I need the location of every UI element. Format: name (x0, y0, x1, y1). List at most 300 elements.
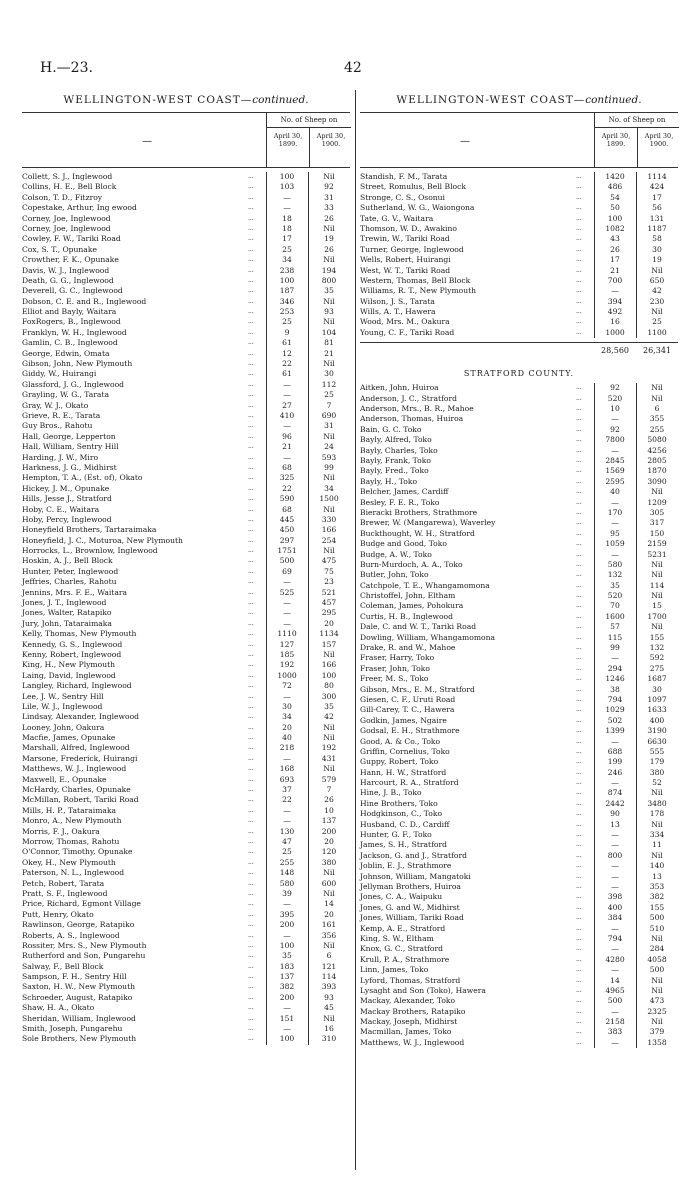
row-name: Bayly, Charles, Toko (360, 445, 438, 455)
leader-dots: ... (576, 1028, 582, 1036)
leader-dots: ... (576, 394, 582, 402)
table-row (360, 757, 678, 767)
value-1900: 52 (652, 778, 662, 788)
table-row (360, 307, 678, 317)
leader-dots: ... (248, 567, 254, 575)
leader-dots: ... (248, 349, 254, 357)
table-row (22, 442, 350, 452)
row-name: Griffin, Cornelius, Toko (360, 746, 450, 756)
leader-dots: ... (248, 775, 254, 783)
value-1900: 1100 (647, 327, 667, 337)
table-row (22, 234, 350, 244)
leader-dots: ... (248, 183, 254, 191)
value-1900: 475 (321, 556, 337, 566)
row-name: Cowley, F. W., Tariki Road (22, 234, 121, 244)
leader-dots: ... (576, 436, 582, 444)
leader-dots: ... (248, 578, 254, 586)
row-name: Anderson, J. C., Stratford (360, 393, 457, 403)
table-row (360, 172, 678, 182)
leader-dots: ... (576, 214, 582, 222)
table-row (22, 182, 350, 192)
row-name: Hodgkinson, C., Toko (360, 809, 443, 819)
row-name: Harding, J. W., Miro (22, 452, 99, 462)
value-1899: 20 (282, 722, 292, 732)
value-1899: 294 (607, 663, 623, 673)
leader-dots: ... (576, 477, 582, 485)
value-1899: — (283, 577, 291, 587)
row-name: Collins, H. E., Bell Block (22, 182, 117, 192)
value-1899: 30 (282, 701, 292, 711)
row-name: Wood, Mrs. M., Oakura (360, 317, 450, 327)
table-row (360, 383, 678, 393)
value-1899: 25 (282, 244, 292, 254)
value-1899: 218 (279, 743, 295, 753)
value-1900: 1358 (647, 1037, 667, 1047)
value-1899: 34 (282, 255, 292, 265)
column-rule (308, 172, 309, 1045)
table-row (360, 1038, 678, 1048)
value-1899: 148 (279, 868, 295, 878)
table-row (22, 847, 350, 857)
leader-dots: ... (248, 224, 254, 232)
value-1899: — (283, 930, 291, 940)
table-row (360, 425, 678, 435)
leader-dots: ... (248, 869, 254, 877)
leader-dots: ... (576, 1018, 582, 1026)
row-name: Dowling, William, Whangamomona (360, 632, 496, 642)
table-row (360, 539, 678, 549)
value-1899: 1399 (605, 726, 625, 736)
table-row (360, 255, 678, 265)
table-row (360, 768, 678, 778)
leader-dots: ... (576, 193, 582, 201)
row-name: Hoskin, A. J., Bell Block (22, 556, 113, 566)
table-row (22, 858, 350, 868)
table-row (22, 577, 350, 587)
row-name: Godsal, E. H., Strathmore (360, 726, 460, 736)
row-name: Jeffries, Charles, Rahotu (22, 577, 117, 587)
leader-dots: ... (576, 893, 582, 901)
value-1900: 150 (649, 528, 665, 538)
row-name: Kelly, Thomas, New Plymouth (22, 629, 137, 639)
section-title-continued: continued. (252, 94, 309, 106)
value-1899: 103 (279, 182, 295, 192)
table-row (360, 778, 678, 788)
leader-dots: ... (576, 308, 582, 316)
table-row (22, 307, 350, 317)
value-1899: 25 (282, 847, 292, 857)
value-1900: 178 (649, 809, 665, 819)
value-1899: — (611, 549, 619, 559)
table-row (22, 650, 350, 660)
leader-dots: ... (576, 664, 582, 672)
table-row (22, 390, 350, 400)
value-1900: 80 (324, 681, 334, 691)
value-1899: — (283, 805, 291, 815)
leader-dots: ... (576, 467, 582, 475)
leader-dots: ... (248, 318, 254, 326)
value-1899: 255 (279, 857, 295, 867)
row-name: Anderson, Thomas, Huiroa (360, 414, 464, 424)
row-name: Curtis, H. B., Inglewood (360, 611, 453, 621)
table-row (22, 224, 350, 234)
leader-dots: ... (248, 411, 254, 419)
county-heading: STRATFORD COUNTY. (463, 369, 575, 379)
table-row (22, 484, 350, 494)
value-1900: 81 (324, 338, 334, 348)
leader-dots: ... (576, 955, 582, 963)
value-1899: 253 (279, 307, 295, 317)
value-1900: 15 (652, 601, 662, 611)
table-row (360, 560, 678, 570)
leader-dots: ... (576, 540, 582, 548)
value-1900: 7 (326, 400, 332, 410)
row-name: Hoby, C. E., Waitara (22, 504, 100, 514)
row-name: Saxton, H. W., New Plymouth (22, 982, 136, 992)
value-1899: 800 (607, 850, 623, 860)
row-name: Paterson, N. L., Inglewood (22, 868, 125, 878)
value-1900: 1134 (319, 629, 339, 639)
value-1900: 1700 (647, 611, 667, 621)
column-rule (594, 172, 595, 338)
value-1899: 4280 (605, 954, 625, 964)
value-1900: Nil (651, 622, 663, 632)
leader-dots: ... (576, 498, 582, 506)
table-header (22, 112, 350, 168)
row-name: Marsone, Frederick, Huirangi (22, 753, 138, 763)
value-1899: — (611, 1037, 619, 1047)
row-name: Aitken, John, Huiroa (360, 383, 439, 393)
value-1899: 22 (282, 483, 292, 493)
table-row (22, 411, 350, 421)
value-1900: 26 (324, 795, 334, 805)
value-1900: Nil (651, 788, 663, 798)
leader-dots: ... (248, 661, 254, 669)
value-1899: 68 (282, 462, 292, 472)
table-row (360, 446, 678, 456)
row-name: Street, Romulus, Bell Block (360, 182, 466, 192)
table-row (22, 1003, 350, 1013)
section-title (22, 92, 350, 108)
value-1900: 30 (652, 684, 662, 694)
table-row (22, 494, 350, 504)
table-row (22, 962, 350, 972)
value-1899: 9 (284, 327, 290, 337)
leader-dots: ... (576, 831, 582, 839)
table-row (360, 414, 678, 424)
row-name: Marshall, Alfred, Inglewood (22, 743, 130, 753)
row-name: Butler, John, Toko (360, 570, 429, 580)
table-row (22, 972, 350, 982)
table-row (22, 993, 350, 1003)
value-1899: 486 (607, 182, 623, 192)
header-dash: — (460, 136, 470, 147)
row-name: Mackay Brothers, Ratapiko (360, 1006, 466, 1016)
value-1900: 1500 (319, 494, 339, 504)
value-1899: 700 (607, 275, 623, 285)
row-name: Good, A. & Co., Toko (360, 736, 441, 746)
value-1899: 580 (607, 559, 623, 569)
table-row (22, 286, 350, 296)
row-name: Sutherland, W. G., Waiongona (360, 203, 475, 213)
table-row (22, 1034, 350, 1044)
row-name: Death, G. G., Inglewood (22, 275, 114, 285)
leader-dots: ... (576, 737, 582, 745)
value-1899: — (611, 653, 619, 663)
row-name: Lee, J. W., Sentry Hill (22, 691, 104, 701)
value-1900: Nil (323, 255, 335, 265)
value-1900: 473 (649, 996, 665, 1006)
table-row (360, 830, 678, 840)
value-1899: — (611, 414, 619, 424)
value-1899: 25 (282, 317, 292, 327)
row-name: George, Edwin, Omata (22, 348, 110, 358)
row-name: Lysaght and Son (Toko), Hawera (360, 985, 486, 995)
row-name: Christoffel, John, Eltham (360, 591, 456, 601)
row-name: Jones, C. A., Waipuku (360, 892, 443, 902)
row-name: Lile, W. J., Inglewood (22, 701, 103, 711)
row-name: Krull, P. A., Strathmore (360, 954, 450, 964)
value-1900: 35 (324, 286, 334, 296)
leader-dots: ... (576, 318, 582, 326)
leader-dots: ... (248, 287, 254, 295)
table-row (22, 317, 350, 327)
value-1899: 72 (282, 681, 292, 691)
row-name: Macmillan, James, Toko (360, 1027, 452, 1037)
leader-dots: ... (248, 339, 254, 347)
value-1899: 27 (282, 400, 292, 410)
value-1899: 21 (282, 442, 292, 452)
value-1900: 13 (652, 871, 662, 881)
value-1900: 330 (321, 514, 337, 524)
value-1899: 520 (607, 591, 623, 601)
row-name: Hall, George, Lepperton (22, 431, 116, 441)
value-1900: 194 (321, 265, 337, 275)
value-1900: 2325 (647, 1006, 667, 1016)
table-row (22, 629, 350, 639)
leader-dots: ... (248, 588, 254, 596)
table-row (22, 359, 350, 369)
leader-dots: ... (248, 910, 254, 918)
table-row (360, 276, 678, 286)
value-1899: 7800 (605, 435, 625, 445)
table-row (22, 640, 350, 650)
value-1899: 100 (279, 940, 295, 950)
value-1899: 34 (282, 712, 292, 722)
table-row (360, 737, 678, 747)
table-row (360, 685, 678, 695)
value-1900: 166 (321, 525, 337, 535)
row-name: Bayly, H., Toko (360, 476, 418, 486)
table-row (360, 820, 678, 830)
table-row (22, 505, 350, 515)
value-1899: 39 (282, 888, 292, 898)
row-name: Hann, H. W., Stratford (360, 767, 447, 777)
value-1900: Nil (323, 473, 335, 483)
table-row (22, 536, 350, 546)
value-1899: 2595 (605, 476, 625, 486)
value-1899: 500 (607, 996, 623, 1006)
value-1899: 346 (279, 296, 295, 306)
table-row (360, 456, 678, 466)
row-name: Hall, William, Sentry Hill (22, 442, 119, 452)
value-1899: 395 (279, 909, 295, 919)
leader-dots: ... (576, 581, 582, 589)
value-1899: — (283, 618, 291, 628)
leader-dots: ... (248, 1014, 254, 1022)
table-row (22, 276, 350, 286)
table-row (360, 674, 678, 684)
value-1899: 61 (282, 369, 292, 379)
value-1900: Nil (323, 1013, 335, 1023)
table-row (360, 934, 678, 944)
table-row (22, 453, 350, 463)
table-row (360, 965, 678, 975)
value-1900: 356 (321, 930, 337, 940)
table-row (22, 681, 350, 691)
leader-dots: ... (248, 266, 254, 274)
row-name: Turner, George, Inglewood (360, 244, 464, 254)
leader-dots: ... (576, 529, 582, 537)
table-row (360, 705, 678, 715)
leader-dots: ... (576, 872, 582, 880)
row-name: Matthews, W. J., Inglewood (22, 764, 127, 774)
table-row (22, 369, 350, 379)
value-1899: 525 (279, 587, 295, 597)
value-1899: 18 (282, 213, 292, 223)
row-name: Stronge, C. S., Osonui (360, 192, 445, 202)
leader-dots: ... (576, 384, 582, 392)
value-1899: 383 (607, 1027, 623, 1037)
value-1899: 99 (610, 643, 620, 653)
value-1899: — (611, 861, 619, 871)
value-1899: 100 (279, 1034, 295, 1044)
row-name: Grayling, W. G., Tarata (22, 390, 110, 400)
value-1900: 382 (649, 892, 665, 902)
leader-dots: ... (576, 508, 582, 516)
row-name: Roberts, A. S., Inglewood (22, 930, 120, 940)
value-1900: 20 (324, 618, 334, 628)
value-1900: 58 (652, 234, 662, 244)
leader-dots: ... (576, 415, 582, 423)
leader-dots: ... (248, 276, 254, 284)
leader-dots: ... (576, 224, 582, 232)
section-title (360, 92, 678, 108)
totals-row (360, 342, 678, 359)
leader-dots: ... (576, 976, 582, 984)
value-1899: 590 (279, 494, 295, 504)
leader-dots: ... (576, 519, 582, 527)
table-row (360, 518, 678, 528)
row-name: Anderson, Mrs., B. R., Mahoe (360, 404, 474, 414)
row-name: Mills, H. P., Tataraimaka (22, 805, 117, 815)
table-row (22, 764, 350, 774)
header-group-label: No. of Sheep on (595, 113, 679, 128)
table-row (22, 598, 350, 608)
value-1899: 1420 (605, 172, 625, 181)
left-column (22, 92, 350, 1045)
table-row (360, 882, 678, 892)
row-name: Sheridan, William, Inglewood (22, 1013, 136, 1023)
row-name: Gibson, Mrs., E. M., Stratford (360, 684, 475, 694)
leader-dots: ... (576, 550, 582, 558)
value-1899: — (283, 192, 291, 202)
table-row (360, 653, 678, 663)
leader-dots: ... (576, 934, 582, 942)
value-1899: — (283, 899, 291, 909)
row-name: Guppy, Robert, Toko (360, 757, 439, 767)
leader-dots: ... (248, 713, 254, 721)
table-row (22, 255, 350, 265)
table-row (22, 785, 350, 795)
row-name: Bieracki Brothers, Strathmore (360, 507, 478, 517)
row-name: King, H., New Plymouth (22, 660, 116, 670)
value-1899: 69 (282, 566, 292, 576)
value-1899: — (611, 840, 619, 850)
row-name: Maxwell, E., Opunake (22, 774, 107, 784)
value-1899: — (283, 452, 291, 462)
value-1899: 297 (279, 535, 295, 545)
leader-dots: ... (576, 328, 582, 336)
table-row (360, 245, 678, 255)
table-row (22, 421, 350, 431)
row-name: Freer, M. S., Toko (360, 674, 429, 684)
total-1899: 28,560 (601, 346, 629, 356)
leader-dots: ... (248, 484, 254, 492)
value-1900: 11 (652, 840, 662, 850)
table-row (22, 338, 350, 348)
table-row (22, 463, 350, 473)
value-1900: 380 (649, 767, 665, 777)
leader-dots: ... (576, 820, 582, 828)
value-1899: — (611, 944, 619, 954)
table-row (360, 861, 678, 871)
leader-dots: ... (576, 235, 582, 243)
header-col-1900: April 30, 1900. (637, 128, 680, 167)
leader-dots: ... (576, 789, 582, 797)
row-name: Smith, Joseph, Pungarehu (22, 1024, 123, 1034)
value-1900: 140 (649, 861, 665, 871)
table-row (360, 224, 678, 234)
row-name: Honeyfield, J. C., Moturoa, New Plymouth (22, 535, 183, 545)
row-name: Buckthought, W. H., Stratford (360, 528, 475, 538)
value-1900: 56 (652, 203, 662, 213)
column-rule (636, 172, 637, 338)
row-name: Brewer, W. (Mangarewa), Waverley (360, 518, 496, 528)
row-name: Wells, Robert, Huirangi (360, 255, 451, 265)
value-1899: 26 (610, 244, 620, 254)
row-name: Western, Thomas, Bell Block (360, 275, 471, 285)
value-1900: 1114 (647, 172, 667, 181)
value-1900: Nil (323, 888, 335, 898)
leader-dots: ... (248, 557, 254, 565)
leader-dots: ... (576, 644, 582, 652)
leader-dots: ... (576, 488, 582, 496)
row-name: Gill-Carey, T. C., Hawera (360, 705, 455, 715)
row-name: Langley, Richard, Inglewood (22, 681, 132, 691)
leader-dots: ... (576, 1038, 582, 1046)
value-1900: 16 (324, 1024, 334, 1034)
value-1899: 96 (282, 431, 292, 441)
value-1900: 510 (649, 923, 665, 933)
value-1899: 1029 (605, 705, 625, 715)
leader-dots: ... (576, 966, 582, 974)
value-1899: 130 (279, 826, 295, 836)
row-name: O'Connor, Timothy, Opunake (22, 847, 133, 857)
leader-dots: ... (248, 474, 254, 482)
row-name: Kemp, A. E., Stratford (360, 923, 446, 933)
value-1900: 99 (324, 462, 334, 472)
